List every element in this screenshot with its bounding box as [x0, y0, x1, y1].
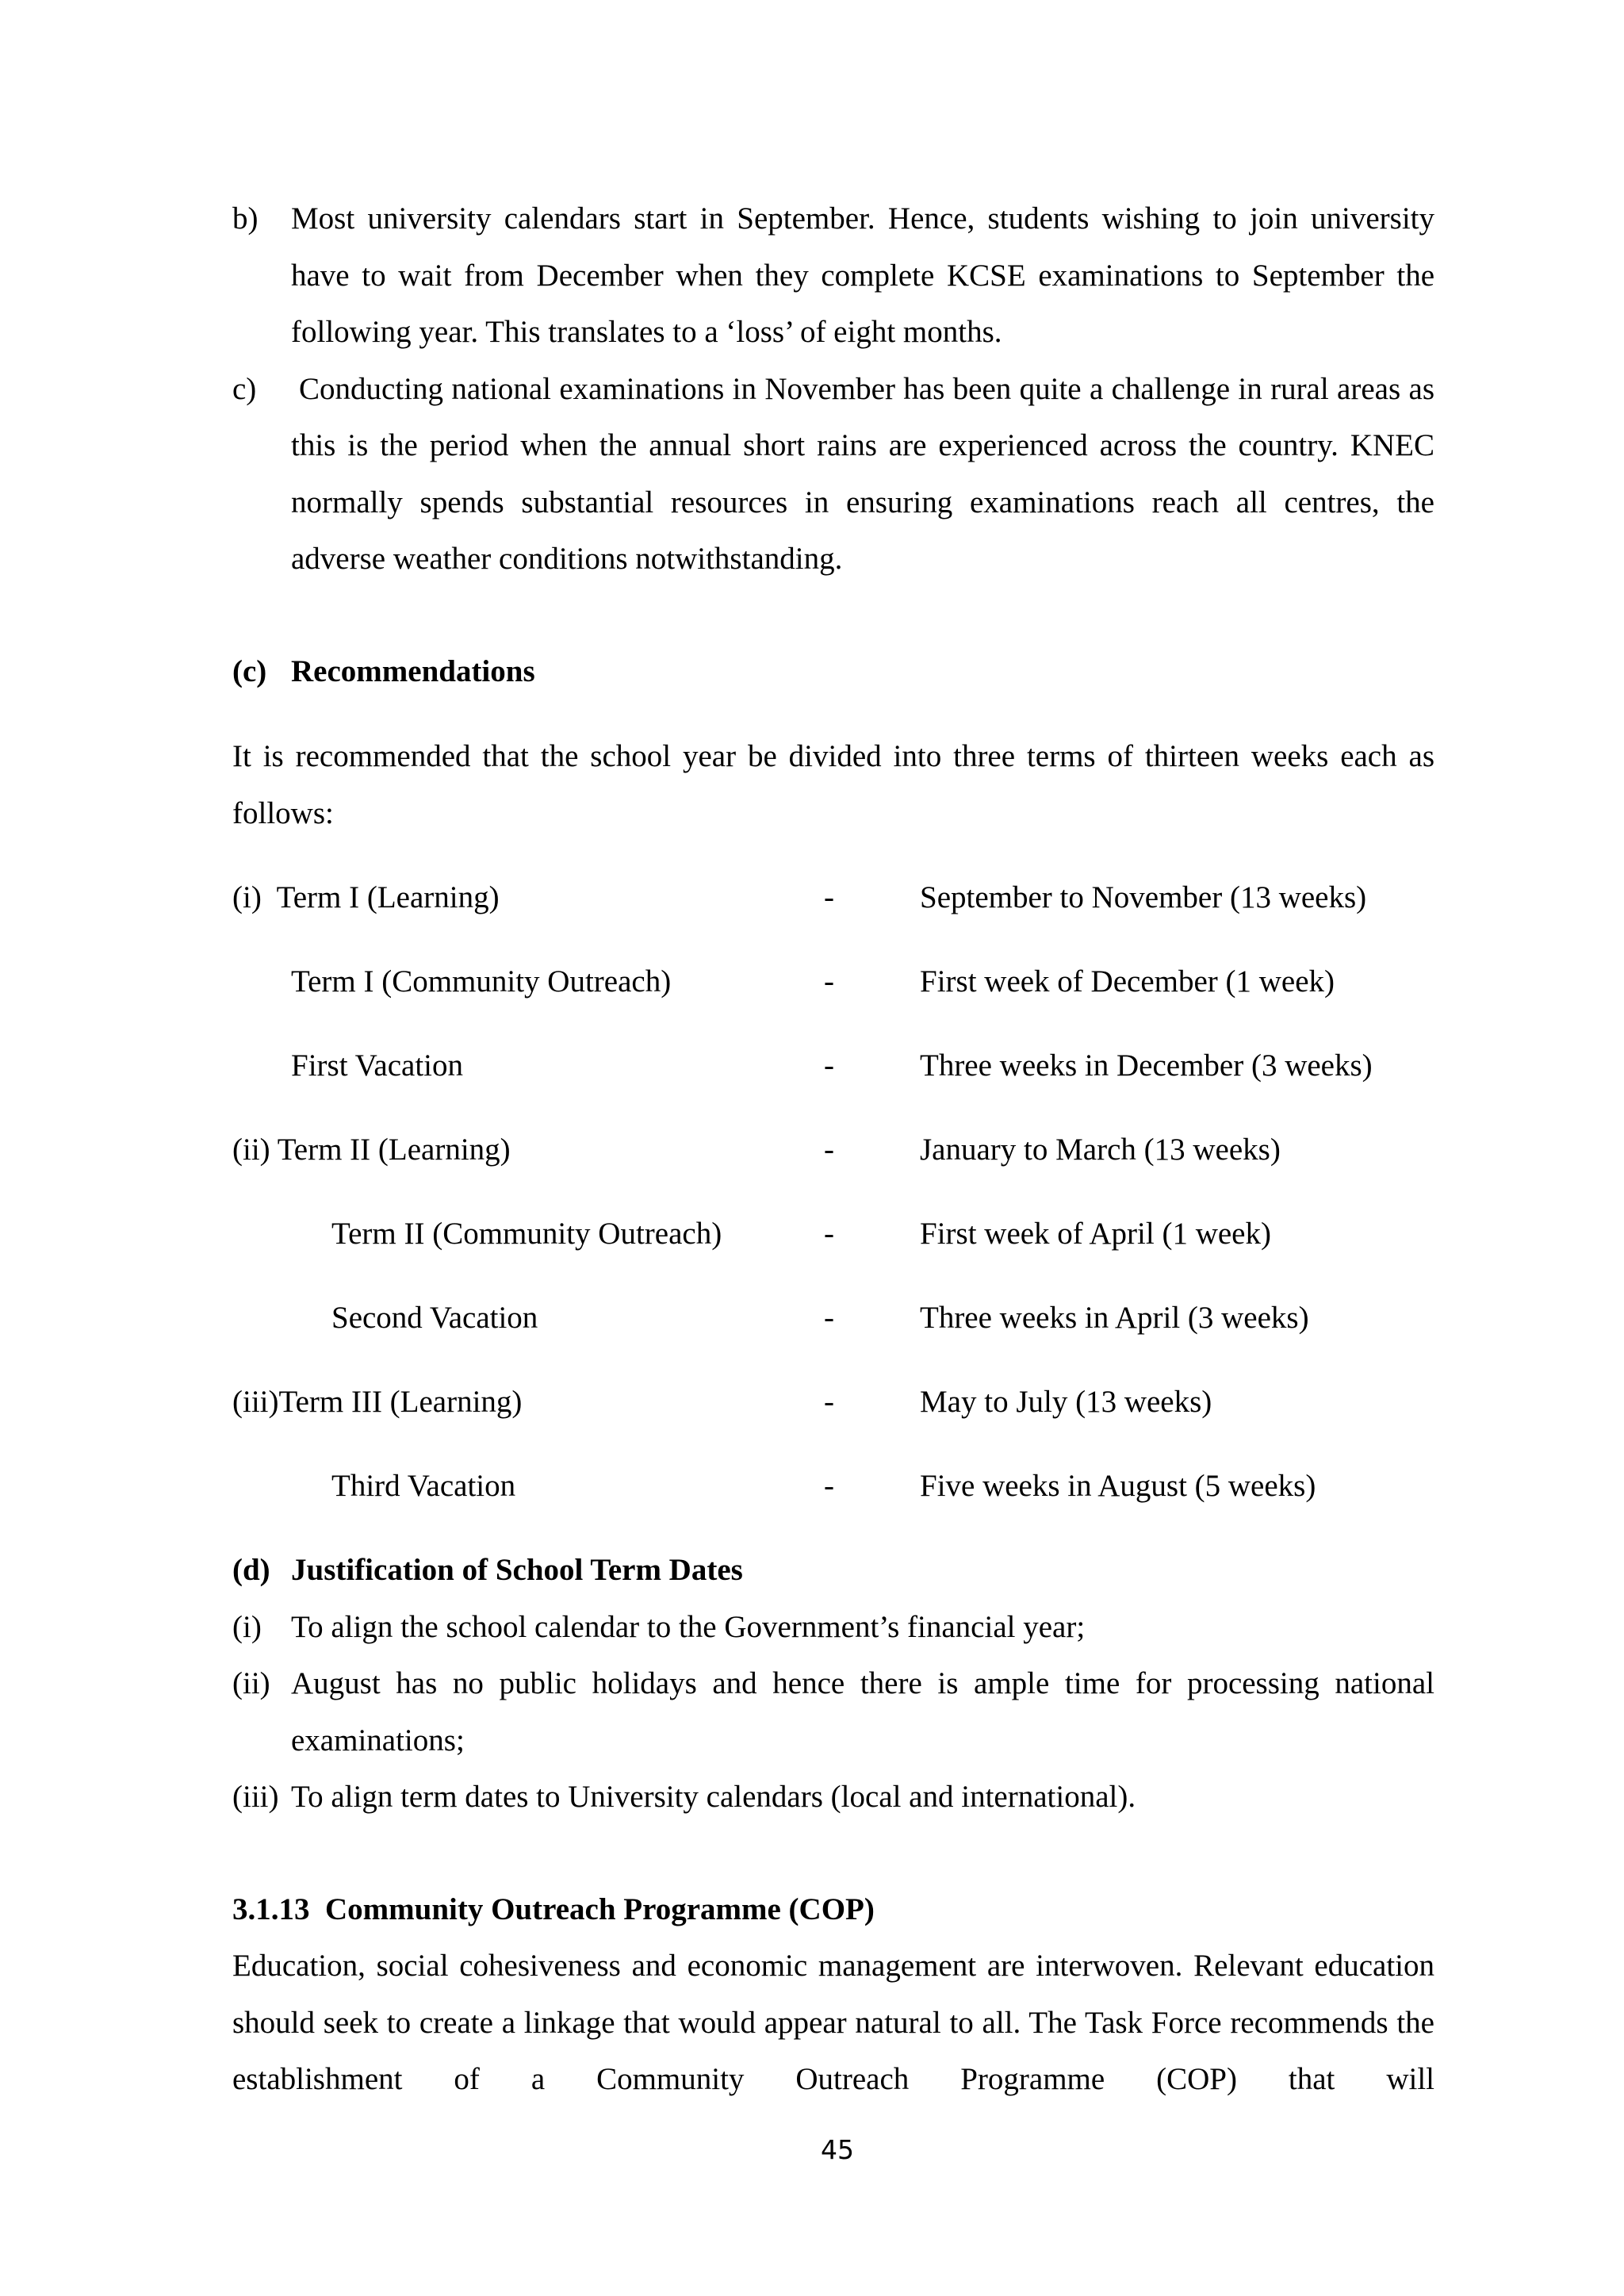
list-item-text: To align the school calendar to the Government’s financial year;: [291, 1609, 1086, 1644]
schedule-period: September to November (13 weeks): [920, 880, 1367, 914]
schedule-dash: -: [824, 1385, 834, 1419]
schedule-label: First Vacation: [291, 1048, 464, 1083]
schedule-period: January to March (13 weeks): [920, 1133, 1281, 1167]
schedule-row: [232, 1374, 1434, 1458]
schedule-label: Term II (Community Outreach): [331, 1217, 722, 1251]
heading-number: (d): [232, 1553, 270, 1587]
page-number: 45: [821, 2134, 854, 2165]
recommendations-heading: [232, 643, 1434, 700]
schedule-label: (i) Term I (Learning): [232, 880, 500, 914]
page-content: [232, 190, 1434, 2108]
list-marker: b): [232, 201, 259, 236]
schedule-row: [232, 1037, 1434, 1121]
heading-title: Recommendations: [291, 654, 535, 688]
list-item-text: August has no public holidays and hence there is ample time for processing national examinations;: [291, 1666, 1434, 1757]
list-item-b: [232, 190, 1434, 361]
schedule-period: May to July (13 weeks): [920, 1385, 1212, 1419]
list-item-text: Most university calendars start in September. Hence, students wishing to join university have to wait from December when they complete KCSE examinations to September the following year. This translates to a ‘loss’ of eight months.: [291, 201, 1434, 349]
schedule-label: (ii) Term II (Learning): [232, 1133, 511, 1167]
justification-item: [232, 1655, 1434, 1769]
list-marker: c): [232, 371, 257, 406]
justification-heading: [232, 1542, 1434, 1599]
list-item-text: Conducting national examinations in November has been quite a challenge in rural areas as this is the period when the annual short rains are experienced across the country. KNEC normally spends substantial resources in ensuring examinations reach all centres, the adverse weather conditions notwithstanding.: [291, 371, 1434, 576]
term-schedule: [232, 869, 1434, 1542]
list-marker: (i): [232, 1609, 262, 1644]
schedule-dash: -: [824, 964, 834, 999]
schedule-dash: -: [824, 1217, 834, 1251]
section-paragraph: Education, social cohesiveness and economic management are interwoven. Relevant education should seek to create a linkage that would appear natural to all. The Task Force recommends the establishment of a Community Outreach Programme (COP) that will: [232, 1949, 1434, 2096]
recommendations-intro: It is recommended that the school year be divided into three terms of thirteen weeks each as follows:: [232, 739, 1434, 830]
schedule-period: First week of December (1 week): [920, 964, 1335, 999]
list-item-c: [232, 361, 1434, 588]
list-marker: (iii): [232, 1780, 279, 1814]
schedule-period: Three weeks in April (3 weeks): [920, 1301, 1309, 1335]
list-item-text: To align term dates to University calendars (local and international).: [291, 1780, 1136, 1814]
section-heading-3-1-13: 3.1.13 Community Outreach Programme (COP): [232, 1892, 875, 1926]
schedule-dash: -: [824, 1469, 834, 1503]
schedule-dash: -: [824, 880, 834, 914]
schedule-period: Five weeks in August (5 weeks): [920, 1469, 1316, 1503]
schedule-period: First week of April (1 week): [920, 1217, 1271, 1251]
schedule-row: [232, 1290, 1434, 1374]
schedule-label: Term I (Community Outreach): [291, 964, 672, 999]
schedule-row: [232, 1121, 1434, 1205]
schedule-row: [232, 869, 1434, 953]
schedule-label: Third Vacation: [331, 1469, 516, 1503]
schedule-row: [232, 1458, 1434, 1542]
schedule-dash: -: [824, 1301, 834, 1335]
heading-number: (c): [232, 654, 267, 688]
schedule-row: [232, 953, 1434, 1037]
schedule-dash: -: [824, 1048, 834, 1083]
heading-title: Justification of School Term Dates: [291, 1553, 743, 1587]
justification-item: [232, 1769, 1434, 1826]
schedule-label: Second Vacation: [331, 1301, 538, 1335]
schedule-label: (iii)Term III (Learning): [232, 1385, 523, 1419]
schedule-dash: -: [824, 1133, 834, 1167]
schedule-period: Three weeks in December (3 weeks): [920, 1048, 1373, 1083]
list-marker: (ii): [232, 1666, 270, 1700]
justification-item: [232, 1599, 1434, 1656]
schedule-row: [232, 1205, 1434, 1290]
